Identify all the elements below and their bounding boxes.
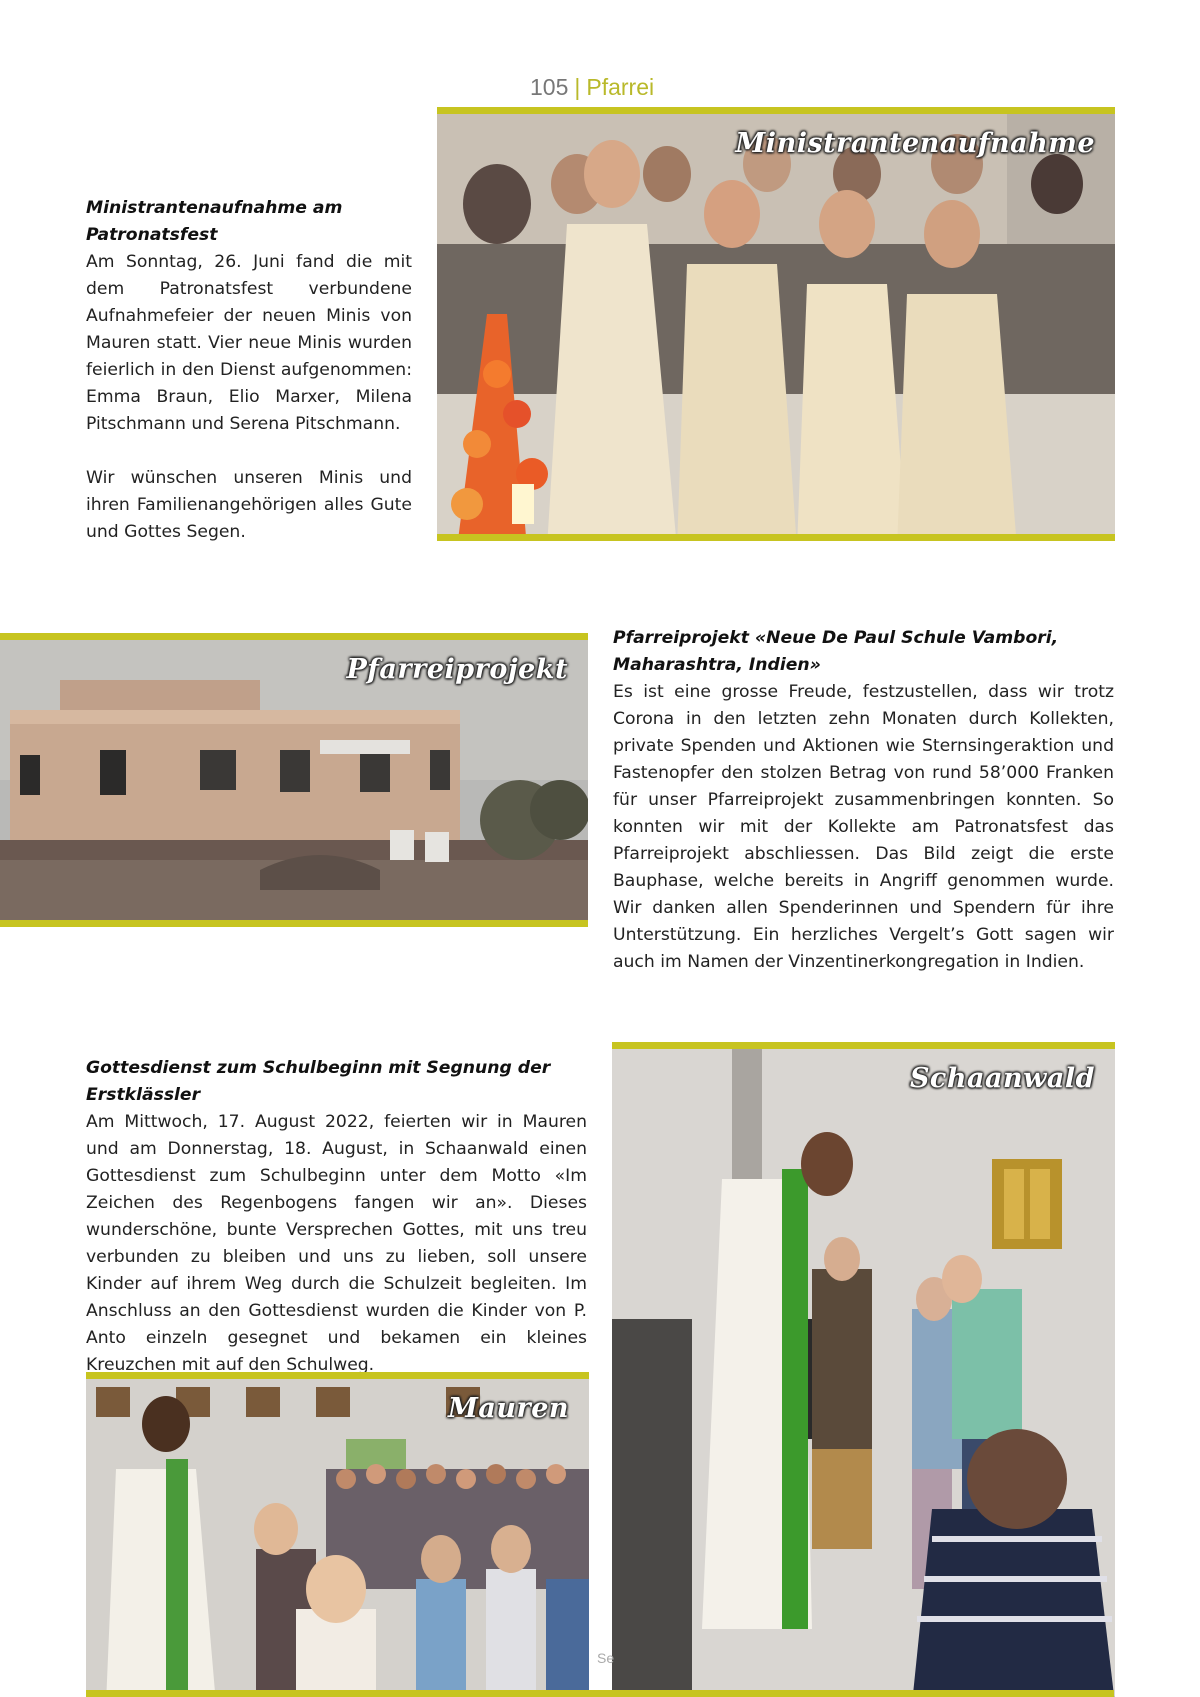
bottom-accent-bar [86,1690,1114,1697]
photo-caption: Schaanwald [909,1063,1095,1094]
photo-pfarreiprojekt [0,633,588,927]
article-heading: Pfarreiprojekt «Neue De Paul Schule Vambori, Maharashtra, Indien» [613,628,1059,675]
article-paragraph: Es ist eine grosse Freude, festzustellen, dass wir trotz Corona in den letzten zehn Monaten durch Kollekten, private Spenden und Aktionen wie Sternsingeraktion und Fastenopfer den stolzen Betrag von rund 58’000 Franken für unser Pfarreiprojekt zusammenbringen konnten. So konnten wir mit der Kollekte am Patronatsfest das Pfarreiprojekt abschliessen. Das Bild zeigt die erste Bauphase, welche bereits in Angriff genommen wurde. Wir danken allen Spenderinnen und Spendern für ihre Unterstützung. Ein herzliches Vergelt’s Gott sagen wir auch im Namen der Vinzentinerkongregation in Indien. [613,682,1114,972]
photo-ministrantenaufnahme [437,107,1115,541]
footer-partial-text: Se [597,1650,615,1666]
photo-caption: Ministrantenaufnahme [735,128,1095,159]
photo-schaanwald [612,1042,1115,1697]
article-pfarreiprojekt [613,625,1114,976]
article-paragraph: Am Mittwoch, 17. August 2022, feierten wir in Mauren und am Donnerstag, 18. August, in Schaanwald einen Gottesdienst zum Schulbeginn unter dem Motto «Im Zeichen des Regenbogens fangen wir an». Dieses wunderschöne, bunte Versprechen Gottes, mit uns treu verbunden zu bleiben und uns zu lieben, soll unsere Kinder auf ihrem Weg durch die Schulzeit begleiten. Im Anschluss an den Gottesdienst wurden die Kinder von P. Anto einzeln gesegnet und bekamen ein kleines Kreuzchen mit auf den Schulweg. [86,1112,587,1375]
photo-caption: Mauren [447,1393,569,1424]
article-heading: Gottesdienst zum Schulbeginn mit Segnung der Erstklässler [86,1058,551,1105]
article-ministrantenaufnahme [86,195,412,546]
section-title: Pfarrei [586,74,655,100]
altar-servers-image [437,114,1115,541]
mauren-blessing-image [86,1379,589,1697]
article-schulbeginn [86,1055,587,1379]
page-header [530,74,654,101]
page-number: 105 [530,74,569,100]
header-separator: | [574,74,581,100]
article-heading: Ministrantenaufnahme am Patronatsfest [86,198,343,245]
article-paragraph: Am Sonntag, 26. Juni fand die mit dem Patronatsfest verbundene Aufnahmefeier der neuen Minis von Mauren statt. Vier neue Minis wurden feierlich in den Dienst aufgenommen: Emma Braun, Elio Marxer, Milena Pitschmann und Serena Pitschmann. [86,252,412,434]
photo-caption: Pfarreiprojekt [346,654,568,685]
article-paragraph: Wir wünschen unseren Minis und ihren Familienangehörigen alles Gute und Gottes Segen. [86,468,412,542]
photo-mauren [86,1372,589,1697]
schaanwald-blessing-image [612,1049,1115,1697]
